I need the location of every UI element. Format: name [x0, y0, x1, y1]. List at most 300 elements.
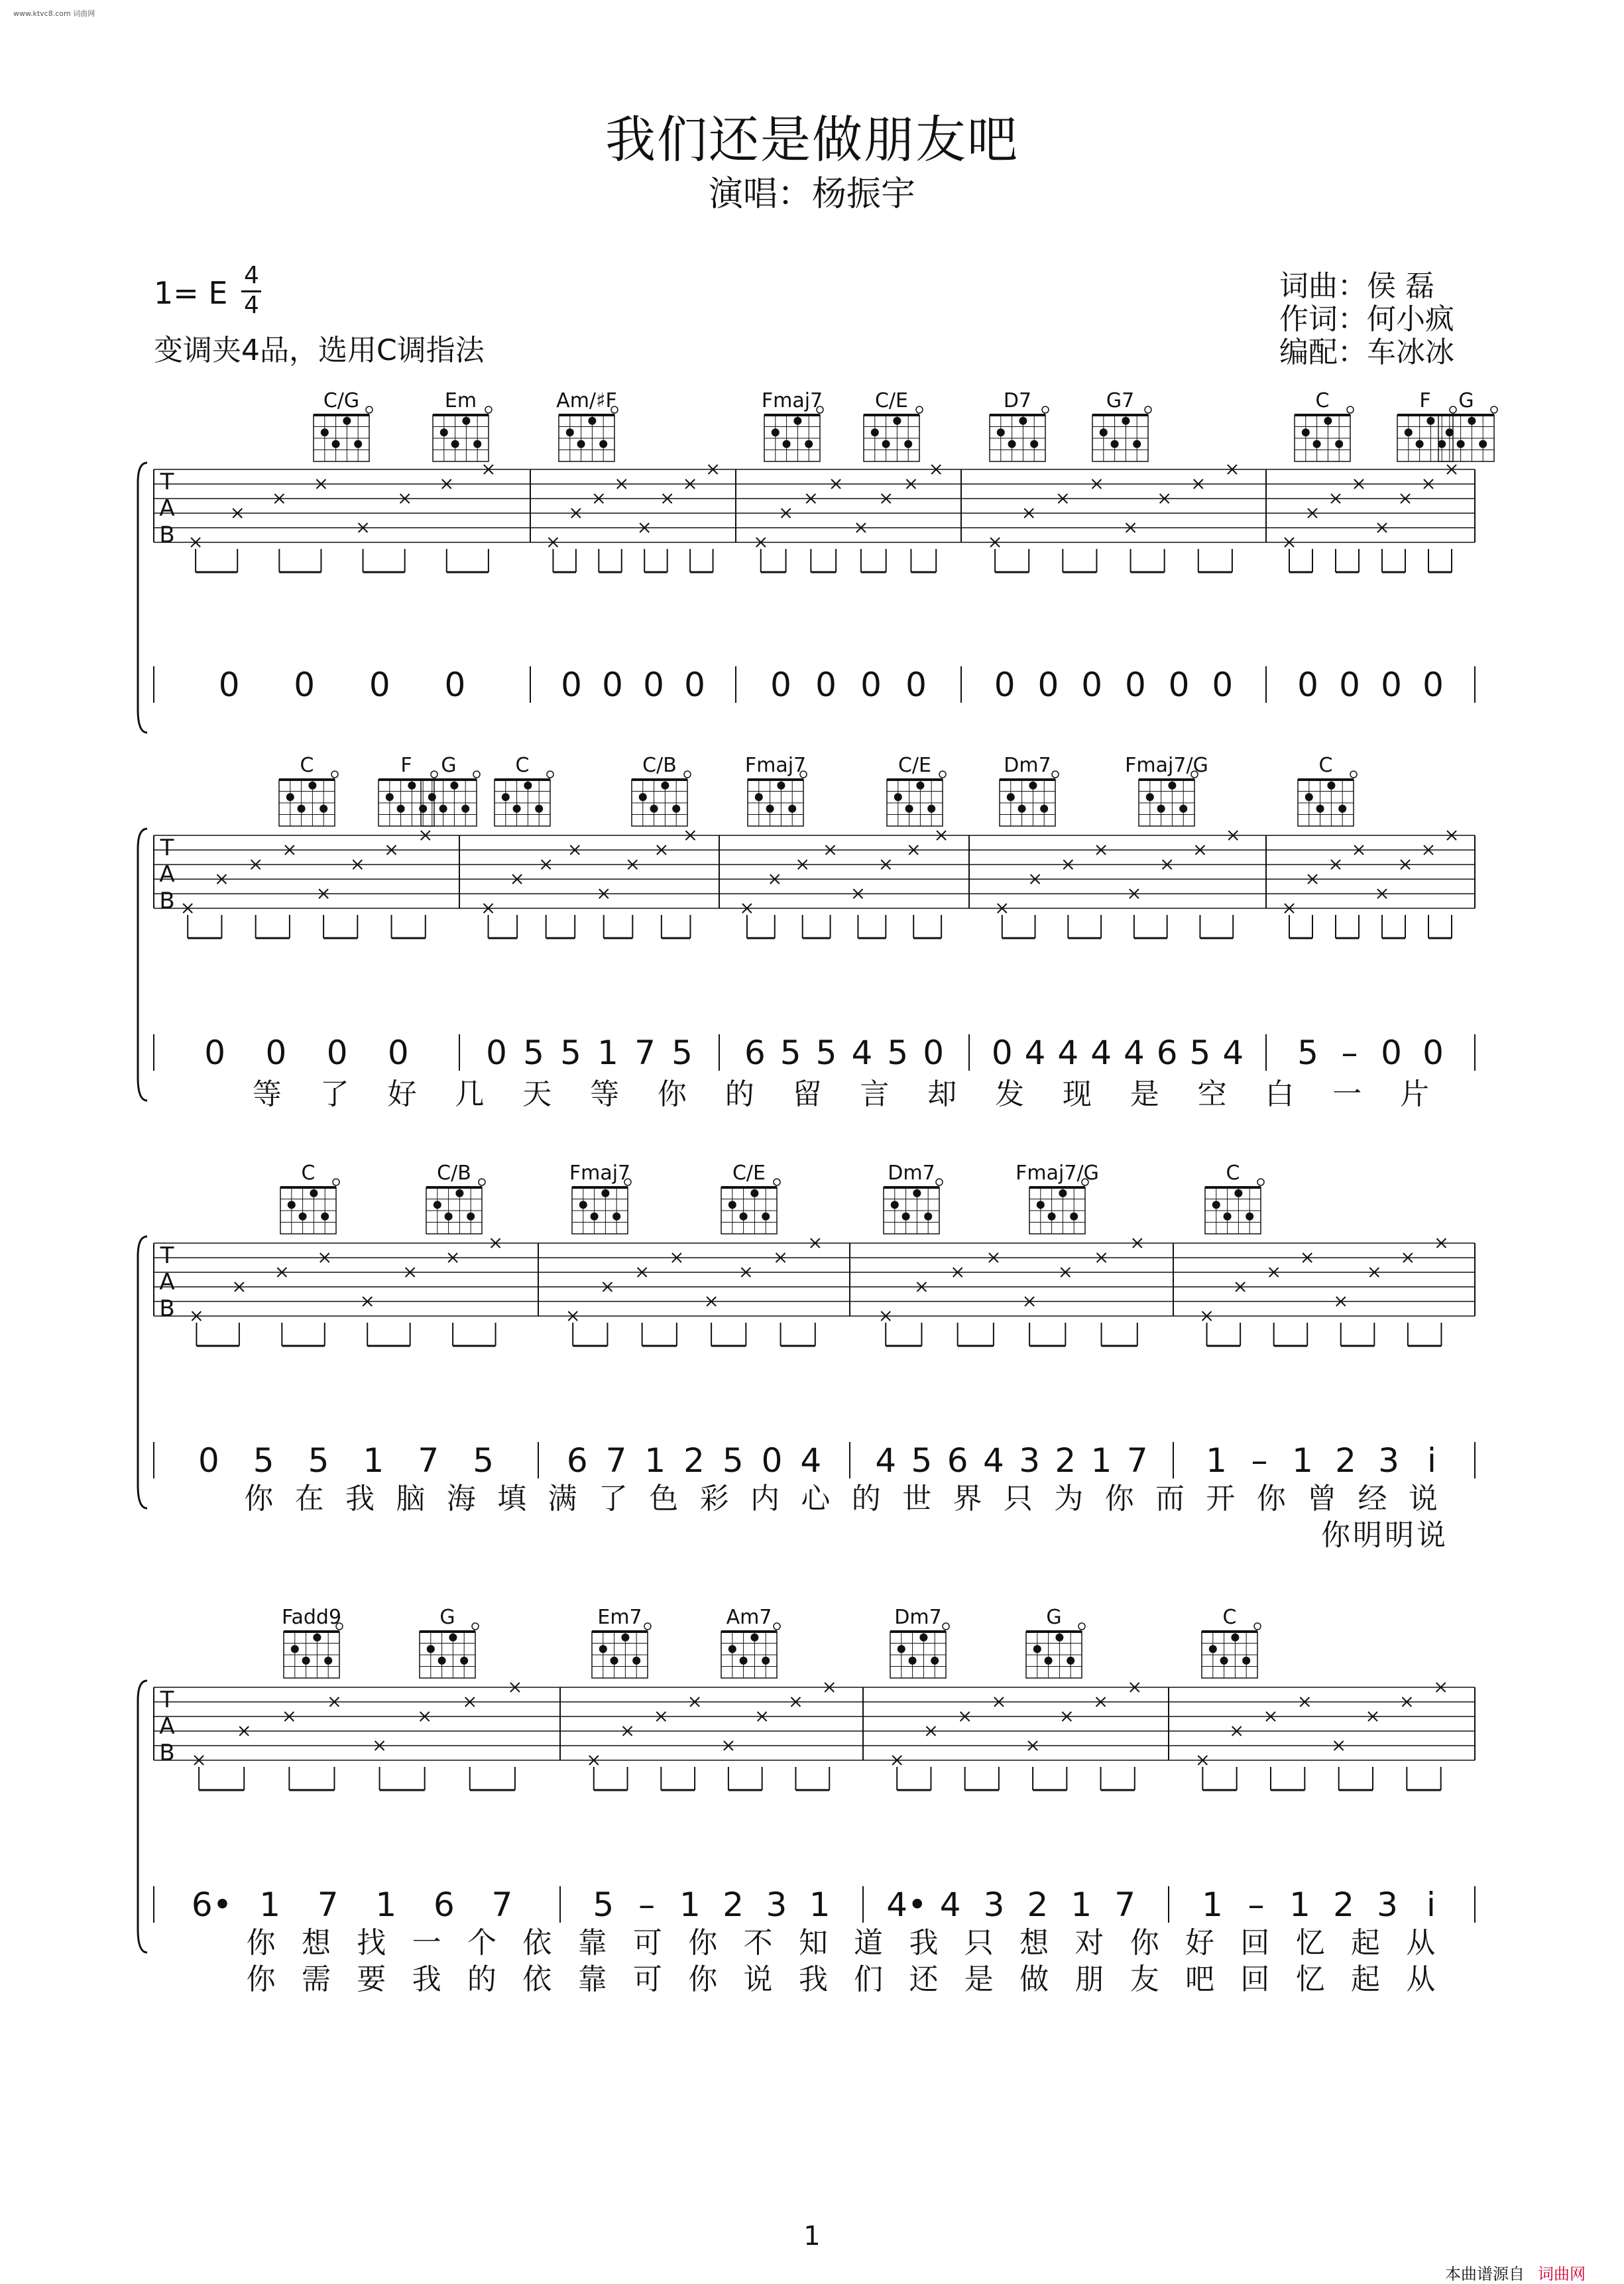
jianpu-note: 0: [1297, 666, 1318, 704]
lyric-char: 曾: [1307, 1482, 1337, 1516]
jianpu-note: 2: [723, 1886, 744, 1924]
lyric-char-alt: 吧: [1185, 1962, 1215, 1996]
tab-clef-letter: T: [160, 469, 174, 495]
chord-finger-dot: [1426, 417, 1434, 425]
chord-finger-dot: [302, 1657, 310, 1665]
lyric-char-alt: 可: [632, 1962, 662, 1996]
lyric-char: 道: [854, 1926, 884, 1960]
jianpu-note: 7: [605, 1441, 627, 1480]
chord-open-string: [473, 771, 480, 778]
chord-name: C/E: [898, 754, 932, 777]
jianpu-note: 5: [308, 1441, 329, 1480]
lyric-char: 等: [252, 1077, 282, 1111]
jianpu-note: 0: [991, 1034, 1013, 1072]
jianpu-note: 3: [1378, 1441, 1399, 1480]
chord-finger-dot: [893, 417, 901, 425]
jianpu-note: 0: [905, 666, 927, 704]
chord-open-string: [1145, 406, 1151, 413]
chord-finger-dot: [319, 805, 327, 813]
lyric-char: 我: [909, 1926, 939, 1960]
chord-open-string: [547, 771, 553, 778]
lyric-char: 你: [1130, 1926, 1159, 1960]
lyric-char: 了: [598, 1482, 628, 1516]
lyric-char-alt: 靠: [577, 1962, 607, 1996]
chord-finger-dot: [740, 1657, 748, 1665]
chord-finger-dot: [440, 428, 448, 436]
lyric-char: 你: [657, 1077, 687, 1111]
chord-finger-dot: [1133, 440, 1141, 448]
lyric-char: 靠: [577, 1926, 607, 1960]
chord-finger-dot: [1070, 1213, 1078, 1221]
jianpu-note: 5: [1297, 1034, 1318, 1072]
tab-clef-letter: T: [160, 1242, 174, 1269]
lyric-char: 满: [548, 1482, 577, 1516]
system-brace: [138, 1681, 147, 1953]
chord-finger-dot: [1067, 1657, 1074, 1665]
lyric-char: 的: [725, 1077, 754, 1111]
jianpu-note: 1: [1202, 1886, 1223, 1924]
jianpu-note: 6: [566, 1441, 588, 1480]
time-sig-top: 4: [244, 262, 259, 289]
chord-finger-dot: [1438, 440, 1446, 448]
lyric-char: 内: [750, 1482, 780, 1516]
chord-finger-dot: [1468, 417, 1476, 425]
lyric-char: 填: [497, 1482, 527, 1516]
jianpu-note: 4: [939, 1886, 961, 1924]
chord-open-string: [431, 771, 437, 778]
chord-finger-dot: [916, 782, 924, 790]
jianpu-note: i: [1426, 1886, 1436, 1924]
chord-finger-dot: [460, 1657, 468, 1665]
chord-finger-dot: [661, 782, 669, 790]
chord-name: Fmaj7: [761, 389, 823, 412]
lyric-char: 你: [688, 1926, 718, 1960]
chord-finger-dot: [462, 417, 470, 425]
chord-finger-dot: [321, 428, 329, 436]
chord-finger-dot: [1019, 417, 1027, 425]
chord-finger-dot: [898, 1645, 905, 1653]
jianpu-note: 1: [375, 1886, 397, 1924]
credit-lyricist: 作词：何小疯: [1279, 302, 1454, 336]
jianpu-note: 7: [634, 1034, 656, 1072]
lyric-char: 知: [798, 1926, 828, 1960]
chord-finger-dot: [871, 428, 879, 436]
lyric-char: 想: [301, 1926, 331, 1960]
lyric-char-alt: 还: [909, 1962, 939, 1996]
lyric-char: 对: [1074, 1926, 1104, 1960]
lyric-char: 脑: [396, 1482, 426, 1516]
lyric-char: 起: [1351, 1926, 1381, 1960]
chord-finger-dot: [762, 1213, 770, 1221]
chord-finger-dot: [772, 428, 780, 436]
chord-name: Am7: [726, 1606, 772, 1629]
jianpu-note: 3: [983, 1886, 1005, 1924]
lyric-char-alt: 起: [1351, 1962, 1381, 1996]
lyric-char: 我: [345, 1482, 375, 1516]
chord-finger-dot: [1048, 1213, 1056, 1221]
jianpu-note: 4: [1057, 1034, 1079, 1072]
chord-finger-dot: [434, 1201, 441, 1209]
jianpu-note: 5: [671, 1034, 693, 1072]
lyric-char: 只: [964, 1926, 994, 1960]
chord-open-string: [1052, 771, 1059, 778]
chord-name: C/B: [642, 754, 677, 777]
chord-finger-dot: [439, 805, 447, 813]
chord-name: Fadd9: [281, 1606, 342, 1629]
lyric-char: 依: [522, 1926, 552, 1960]
lyric-char-alt: 明: [1353, 1518, 1382, 1552]
tab-clef-letter: T: [160, 1687, 174, 1713]
chord-finger-dot: [1416, 440, 1424, 448]
chord-finger-dot: [298, 805, 306, 813]
chord-finger-dot: [321, 1213, 329, 1221]
jianpu-note: 5: [722, 1441, 744, 1480]
lyric-char: 你: [244, 1482, 274, 1516]
jianpu-note: 1: [259, 1886, 281, 1924]
lyric-char: 为: [1054, 1482, 1084, 1516]
chord-finger-dot: [755, 793, 763, 801]
chord-finger-dot: [1457, 440, 1465, 448]
chord-finger-dot: [766, 805, 774, 813]
jianpu-note: 3: [1019, 1441, 1041, 1480]
lyric-char: 在: [294, 1482, 324, 1516]
jianpu-note: i: [1427, 1441, 1436, 1480]
source-label: 本曲谱源自: [1445, 2265, 1525, 2283]
chord-finger-dot: [1007, 793, 1015, 801]
chord-finger-dot: [397, 805, 405, 813]
chord-open-string: [366, 406, 373, 413]
lyric-char: 好: [1185, 1926, 1215, 1960]
jianpu-note: 3: [1377, 1886, 1398, 1924]
chord-open-string: [939, 771, 946, 778]
chord-finger-dot: [428, 793, 436, 801]
chord-finger-dot: [1146, 793, 1154, 801]
jianpu-note: 0: [1081, 666, 1103, 704]
lyric-char-alt: 说: [1417, 1518, 1446, 1552]
jianpu-note: 1: [1289, 1886, 1310, 1924]
chord-open-string: [943, 1623, 949, 1630]
lyric-char: 的: [851, 1482, 881, 1516]
chord-name: Fmaj7/G: [1125, 754, 1208, 777]
jianpu-note: 1: [363, 1441, 384, 1480]
chord-name: Am/♯F: [556, 389, 617, 412]
chord-finger-dot: [639, 793, 647, 801]
chord-open-string: [1350, 771, 1357, 778]
chord-finger-dot: [1327, 782, 1335, 790]
tab-clef-letter: A: [159, 495, 175, 522]
chord-finger-dot: [902, 1213, 910, 1221]
lyric-char-alt: 我: [412, 1962, 441, 1996]
chord-name: Dm7: [894, 1606, 942, 1629]
chord-finger-dot: [762, 1657, 770, 1665]
lyric-char: 海: [446, 1482, 476, 1516]
site-tag: www.ktvc8.com 词曲网: [13, 9, 95, 18]
source-site: 词曲网: [1538, 2265, 1586, 2283]
jianpu-note: 7: [1126, 1441, 1148, 1480]
jianpu-note: 6: [433, 1886, 455, 1924]
lyric-char-alt: 们: [854, 1962, 884, 1996]
jianpu-note: 4: [851, 1034, 873, 1072]
chord-finger-dot: [354, 440, 362, 448]
lyric-char: 你: [1256, 1482, 1286, 1516]
chord-open-string: [485, 406, 492, 413]
system-brace: [138, 829, 147, 1101]
jianpu-note: 0: [198, 1441, 219, 1480]
jianpu-note: 1: [644, 1441, 666, 1480]
tab-clef-letter: B: [159, 1295, 175, 1322]
chord-finger-dot: [502, 793, 510, 801]
chord-finger-dot: [924, 1213, 932, 1221]
lyric-char-alt: 依: [522, 1962, 552, 1996]
chord-finger-dot: [313, 1634, 321, 1642]
chord-finger-dot: [1040, 805, 1048, 813]
jianpu-note: 1: [1206, 1441, 1227, 1480]
chord-finger-dot: [386, 793, 394, 801]
chord-finger-dot: [728, 1201, 736, 1209]
singer-line: 演唱：杨振宇: [708, 174, 915, 214]
chord-finger-dot: [1212, 1201, 1220, 1209]
chord-finger-dot: [1313, 440, 1321, 448]
system-brace: [138, 463, 147, 733]
jianpu-note: 5: [887, 1034, 909, 1072]
chord-finger-dot: [672, 805, 680, 813]
jianpu-note: 1: [809, 1886, 831, 1924]
jianpu-note: 4: [800, 1441, 822, 1480]
chord-open-string: [331, 771, 338, 778]
jianpu-note: 7: [491, 1886, 513, 1924]
tab-clef-letter: T: [160, 835, 174, 861]
chord-finger-dot: [1122, 417, 1130, 425]
chord-finger-dot: [513, 805, 521, 813]
key-signature: 1= E: [154, 275, 228, 311]
jianpu-note: 5: [560, 1034, 581, 1072]
lyric-char: 世: [902, 1482, 932, 1516]
chord-open-string: [1257, 1179, 1264, 1185]
jianpu-note: 0: [770, 666, 791, 704]
chord-finger-dot: [451, 440, 459, 448]
chord-finger-dot: [904, 440, 912, 448]
chord-open-string: [1042, 406, 1049, 413]
chord-finger-dot: [1037, 1201, 1045, 1209]
lyric-char: 片: [1400, 1077, 1430, 1111]
chord-finger-dot: [750, 1189, 758, 1197]
jianpu-note: 0: [486, 1034, 507, 1072]
lyric-char: 一: [412, 1926, 441, 1960]
chord-finger-dot: [1168, 782, 1176, 790]
jianpu-note: 0: [1422, 1034, 1444, 1072]
jianpu-note: 4•: [886, 1886, 927, 1924]
jianpu-note: 0: [326, 1034, 348, 1072]
lyric-char-alt: 我: [798, 1962, 828, 1996]
chord-name: C/B: [437, 1162, 471, 1185]
chord-finger-dot: [286, 793, 294, 801]
page-number: 1: [803, 2221, 821, 2252]
chord-finger-dot: [599, 1645, 607, 1653]
jianpu-note: 0: [387, 1034, 409, 1072]
jianpu-note: 0: [1422, 666, 1444, 704]
chord-finger-dot: [438, 1657, 446, 1665]
chord-name: Dm7: [1004, 754, 1051, 777]
chord-finger-dot: [461, 805, 469, 813]
chord-name: D7: [1003, 389, 1032, 412]
jianpu-note: 5: [253, 1441, 274, 1480]
chord-name: Fmaj7/G: [1015, 1162, 1099, 1185]
chord-finger-dot: [1446, 428, 1454, 436]
lyric-char: 天: [522, 1077, 552, 1111]
lyric-char-alt: 是: [964, 1962, 994, 1996]
chord-finger-dot: [1305, 793, 1313, 801]
lyric-char: 却: [927, 1077, 957, 1111]
chord-open-string: [1078, 1623, 1085, 1630]
lyric-char-alt: 你: [688, 1962, 718, 1996]
jianpu-note: 0: [1212, 666, 1234, 704]
chord-finger-dot: [599, 440, 607, 448]
chord-finger-dot: [882, 440, 890, 448]
lyric-char-alt: 要: [357, 1962, 386, 1996]
jianpu-note: 0: [684, 666, 705, 704]
chord-finger-dot: [1008, 440, 1016, 448]
chord-name: Fmaj7: [744, 754, 807, 777]
chord-finger-dot: [997, 428, 1005, 436]
jianpu-note: 5: [473, 1441, 494, 1480]
chord-finger-dot: [524, 782, 532, 790]
chord-finger-dot: [601, 1189, 609, 1197]
jianpu-note: 0: [294, 666, 316, 704]
chord-name: C: [1226, 1162, 1240, 1185]
chord-open-string: [1254, 1623, 1261, 1630]
jianpu-note: –: [1247, 1886, 1265, 1924]
chord-finger-dot: [591, 1213, 599, 1221]
chord-name: C/E: [874, 389, 909, 412]
system-brace: [138, 1236, 147, 1508]
chord-finger-dot: [805, 440, 813, 448]
chord-name: G7: [1106, 389, 1135, 412]
chord-finger-dot: [1246, 1213, 1253, 1221]
chord-open-string: [1491, 406, 1497, 413]
jianpu-note: 0: [204, 1034, 226, 1072]
lyric-char: 开: [1206, 1482, 1236, 1516]
jianpu-note: 4: [875, 1441, 897, 1480]
chord-finger-dot: [650, 805, 658, 813]
lyric-char: 找: [357, 1926, 386, 1960]
chord-finger-dot: [740, 1213, 748, 1221]
tab-clef-letter: B: [159, 1740, 175, 1766]
jianpu-note: 5: [780, 1034, 801, 1072]
song-title: 我们还是做朋友吧: [605, 110, 1019, 169]
lyric-char: 只: [1003, 1482, 1033, 1516]
chord-name: Fmaj7: [569, 1162, 631, 1185]
credit-arranger: 编配：车冰冰: [1279, 335, 1454, 369]
lyric-char: 言: [860, 1077, 890, 1111]
chord-finger-dot: [324, 1657, 332, 1665]
chord-finger-dot: [1100, 428, 1108, 436]
chord-finger-dot: [1242, 1657, 1250, 1665]
chord-finger-dot: [579, 1201, 587, 1209]
jianpu-note: 6: [947, 1441, 968, 1480]
chord-finger-dot: [566, 428, 574, 436]
lyric-char: 色: [649, 1482, 679, 1516]
chord-name: C: [515, 754, 530, 777]
jianpu-note: 4: [1090, 1034, 1112, 1072]
chord-name: C/E: [732, 1162, 766, 1185]
chord-finger-dot: [455, 1189, 463, 1197]
chord-finger-dot: [467, 1213, 475, 1221]
lyric-char-alt: 从: [1406, 1962, 1436, 1996]
jianpu-note: 4: [982, 1441, 1004, 1480]
jianpu-note: 2: [1335, 1441, 1356, 1480]
chord-name: Dm7: [888, 1162, 935, 1185]
chord-finger-dot: [445, 1213, 453, 1221]
lyric-char: 你: [1104, 1482, 1134, 1516]
chord-name: G: [441, 754, 457, 777]
chord-name: G: [1458, 389, 1474, 412]
jianpu-note: 2: [683, 1441, 705, 1480]
lyric-char: 回: [1240, 1926, 1270, 1960]
jianpu-note: 6: [744, 1034, 766, 1072]
chord-finger-dot: [1335, 440, 1343, 448]
chord-finger-dot: [299, 1213, 307, 1221]
credit-composer: 词曲：侯 磊: [1279, 269, 1434, 303]
chord-finger-dot: [343, 417, 351, 425]
jianpu-note: 1: [1292, 1441, 1313, 1480]
jianpu-note: 0: [218, 666, 240, 704]
chord-finger-dot: [1209, 1645, 1217, 1653]
chord-name: C: [1222, 1606, 1237, 1629]
jianpu-note: 1: [1090, 1441, 1112, 1480]
lyric-char: 了: [319, 1077, 349, 1111]
lyric-char: 留: [792, 1077, 822, 1111]
chord-finger-dot: [1029, 782, 1037, 790]
chord-open-string: [774, 1623, 780, 1630]
chord-finger-dot: [777, 782, 785, 790]
chord-finger-dot: [632, 1657, 640, 1665]
jianpu-note: 6: [1156, 1034, 1178, 1072]
jianpu-note: –: [638, 1886, 656, 1924]
jianpu-note: 0: [369, 666, 390, 704]
chord-finger-dot: [310, 1189, 318, 1197]
jianpu-note: 7: [1114, 1886, 1136, 1924]
lyric-char: 彩: [699, 1482, 729, 1516]
chord-finger-dot: [588, 417, 596, 425]
jianpu-note: 0: [561, 666, 582, 704]
tab-clef-letter: A: [159, 1269, 175, 1295]
chord-finger-dot: [535, 805, 543, 813]
jianpu-note: 4: [1222, 1034, 1244, 1072]
chord-finger-dot: [728, 1645, 736, 1653]
lyric-char: 不: [743, 1926, 773, 1960]
jianpu-note: 0: [602, 666, 623, 704]
lyric-char: 可: [632, 1926, 662, 1960]
chord-finger-dot: [927, 805, 935, 813]
lyric-char: 发: [995, 1077, 1025, 1111]
chord-finger-dot: [612, 1213, 620, 1221]
chord-finger-dot: [419, 805, 427, 813]
chord-finger-dot: [909, 1657, 917, 1665]
lyric-char-alt: 你: [246, 1962, 276, 1996]
chord-finger-dot: [1059, 1189, 1067, 1197]
jianpu-note: 0: [1168, 666, 1190, 704]
chord-finger-dot: [408, 782, 416, 790]
lyric-char-alt: 忆: [1295, 1962, 1325, 1996]
chord-open-string: [916, 406, 923, 413]
jianpu-note: 0: [444, 666, 466, 704]
lyric-char: 好: [387, 1077, 417, 1111]
chord-finger-dot: [1179, 805, 1187, 813]
chord-name: C/G: [323, 389, 360, 412]
chord-finger-dot: [308, 782, 316, 790]
chord-finger-dot: [449, 1634, 457, 1642]
chord-finger-dot: [1405, 428, 1413, 436]
